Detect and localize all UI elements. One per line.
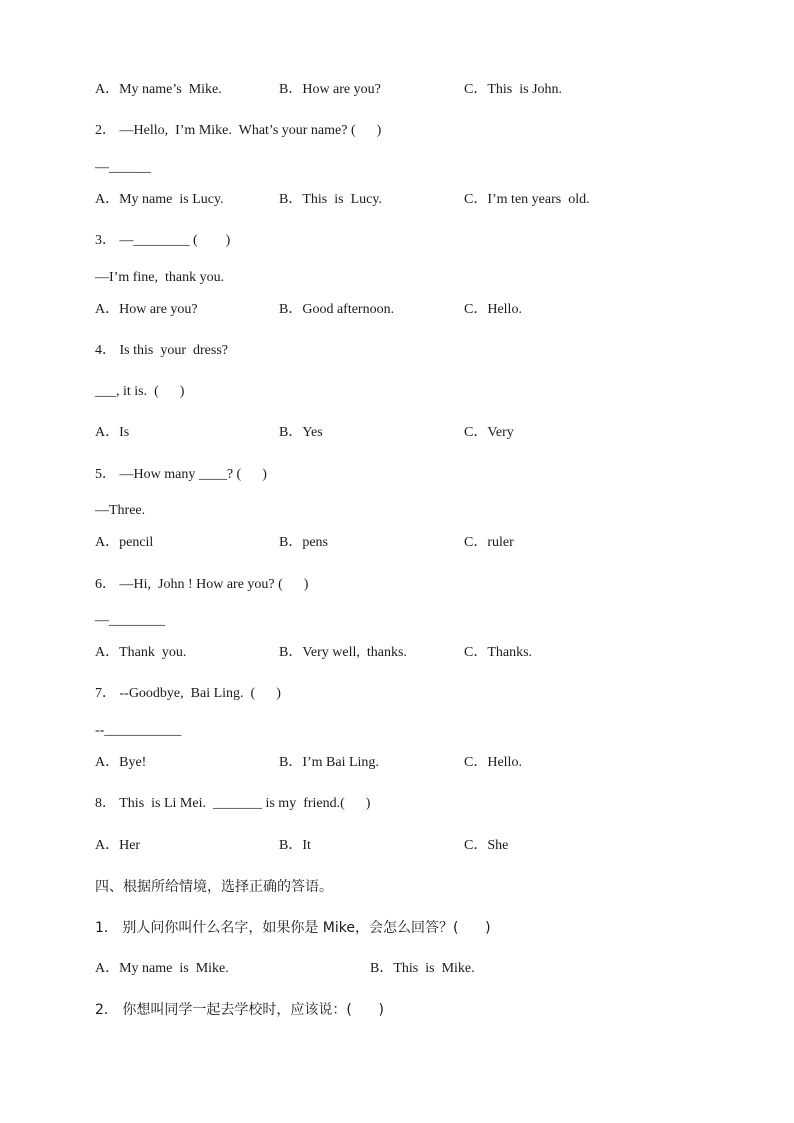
q2-option-c[interactable]: C．I’m ten years old.: [464, 192, 590, 207]
q5-option-b[interactable]: B．pens: [279, 535, 328, 550]
s4-q2-question: 2． 你想叫同学一起去学校时，应该说：( ): [95, 1002, 384, 1018]
q7-question: 7． --Goodbye, Bai Ling. ( ): [95, 686, 281, 701]
q7-option-a[interactable]: A．Bye!: [95, 755, 147, 770]
q5-option-a[interactable]: A．pencil: [95, 535, 154, 550]
q2-question: 2． —Hello, I’m Mike. What’s your name? ( ): [95, 123, 382, 138]
q6-option-c[interactable]: C．Thanks.: [464, 645, 533, 660]
q3-option-c[interactable]: C．Hello.: [464, 302, 522, 317]
q7-option-c[interactable]: C．Hello.: [464, 755, 522, 770]
q3-answer-line: —I’m fine, thank you.: [95, 270, 225, 285]
q4-option-b[interactable]: B．Yes: [279, 425, 323, 440]
q3-option-a[interactable]: A．How are you?: [95, 302, 198, 317]
q4-option-a[interactable]: A．Is: [95, 425, 130, 440]
s4-q1-question: 1． 别人问你叫什么名字，如果你是 Mike，会怎么回答？( ): [95, 920, 491, 936]
q5-question: 5． —How many ____? ( ): [95, 467, 267, 482]
q3-option-b[interactable]: B．Good afternoon.: [279, 302, 395, 317]
q7-option-b[interactable]: B．I’m Bai Ling.: [279, 755, 379, 770]
q2-option-a[interactable]: A．My name is Lucy.: [95, 192, 224, 207]
q3-question: 3． —________ ( ): [95, 233, 231, 248]
q5-option-c[interactable]: C．ruler: [464, 535, 514, 550]
q4-answer-line: ___, it is. ( ): [95, 384, 185, 399]
q7-answer-line: --___________: [95, 723, 182, 738]
q6-option-b[interactable]: B．Very well, thanks.: [279, 645, 407, 660]
q6-option-a[interactable]: A．Thank you.: [95, 645, 187, 660]
q1-option-a[interactable]: A．My name’s Mike.: [95, 82, 222, 97]
s4-q1-option-b[interactable]: B．This is Mike.: [370, 961, 475, 976]
q1-option-c[interactable]: C．This is John.: [464, 82, 563, 97]
q1-option-b[interactable]: B．How are you?: [279, 82, 381, 97]
q8-option-a[interactable]: A．Her: [95, 838, 141, 853]
q5-answer-line: —Three.: [95, 503, 146, 518]
q4-option-c[interactable]: C．Very: [464, 425, 514, 440]
q2-option-b[interactable]: B．This is Lucy.: [279, 192, 382, 207]
q4-question: 4． Is this your dress?: [95, 343, 228, 358]
q8-option-c[interactable]: C．She: [464, 838, 509, 853]
q6-question: 6． —Hi, John ! How are you? ( ): [95, 577, 309, 592]
section-heading: 四、根据所给情境，选择正确的答语。: [95, 879, 333, 895]
q8-option-b[interactable]: B．It: [279, 838, 311, 853]
q6-answer-line: —________: [95, 613, 165, 628]
s4-q1-option-a[interactable]: A．My name is Mike.: [95, 961, 229, 976]
q2-answer-line: —______: [95, 160, 151, 175]
q8-question: 8． This is Li Mei. _______ is my friend.( ): [95, 796, 371, 811]
